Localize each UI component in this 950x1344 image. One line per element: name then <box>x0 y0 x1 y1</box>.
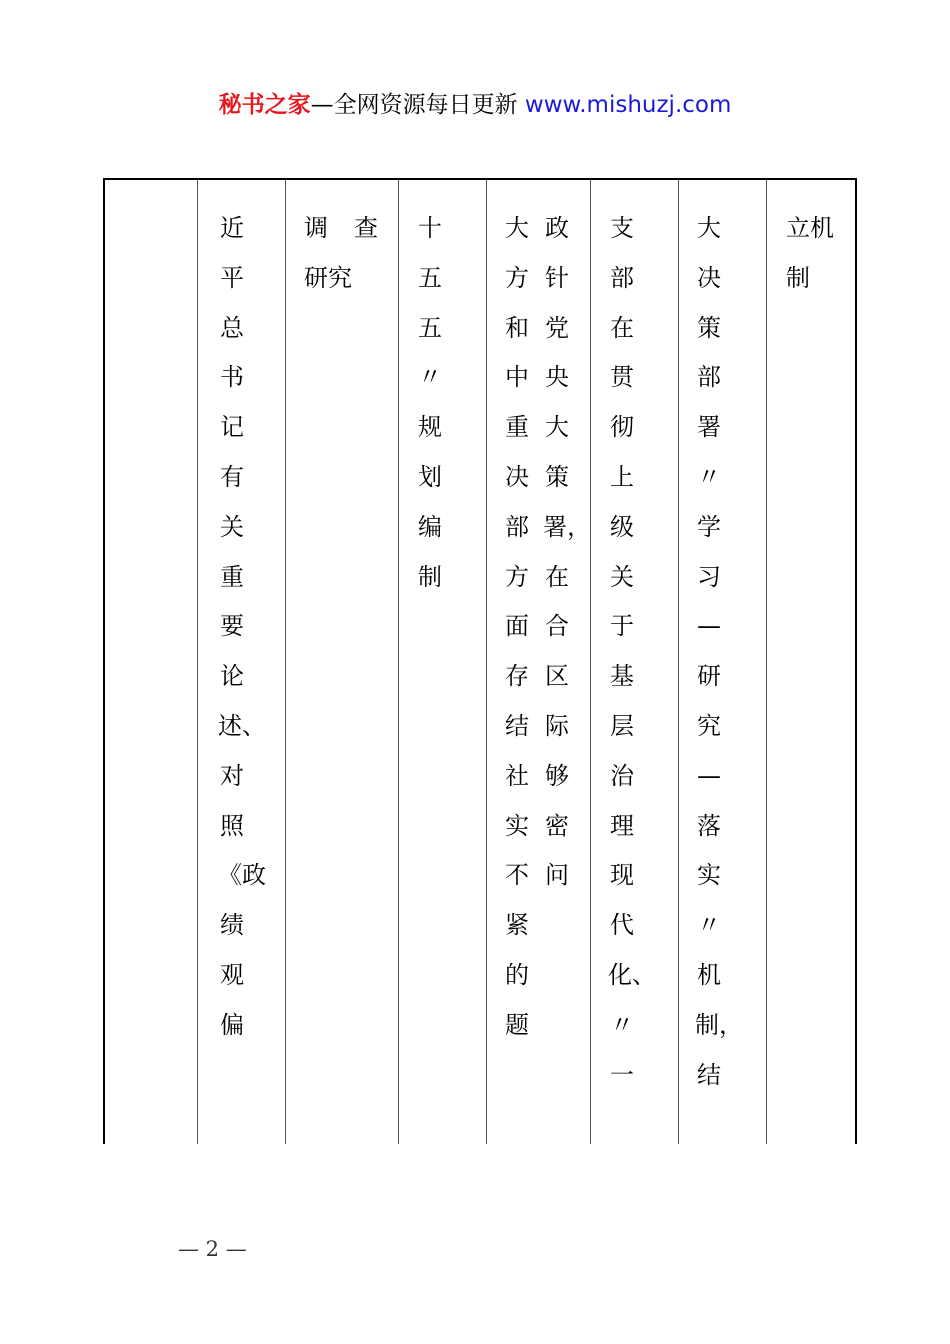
header-slogan: —全网资源每日更新 <box>310 92 518 118</box>
column-5-right-text: 政针党央大策署，在合区际够密问 <box>543 214 591 890</box>
table-column-1 <box>105 180 197 1144</box>
content-table <box>103 178 857 1144</box>
column-3-char-b: 查 <box>354 214 378 242</box>
table-column-8 <box>766 180 855 1144</box>
table-column-2 <box>197 180 285 1144</box>
table-column-5 <box>486 180 590 1144</box>
column-8-line-1: 立机 <box>786 214 834 242</box>
column-2-text: 近平总书记有关重要论述、对照《政绩观偏 <box>218 214 266 1039</box>
column-8-line-2: 制 <box>786 264 810 292</box>
brand-name: 秘书之家 <box>218 92 311 118</box>
site-header <box>0 88 950 122</box>
column-4-text: 十五五〃规划编制 <box>418 214 442 591</box>
column-7-text: 大决策部署〃学习—研究—落实〃机制，结 <box>695 214 743 1089</box>
column-3-char-a: 调 <box>304 214 328 242</box>
table-column-7 <box>678 180 766 1144</box>
column-6-text: 支部在贯彻上级关于基层治理现代化、〃一 <box>608 214 656 1089</box>
site-url-link[interactable]: www.mishuzj.com <box>524 92 732 118</box>
column-3-line-2: 研究 <box>304 264 352 292</box>
page-number: — 2 — <box>178 1237 247 1261</box>
table-column-4 <box>398 180 486 1144</box>
table-column-6 <box>590 180 678 1144</box>
column-5-left-text: 大方和中重决部方面存结社实不紧的题 <box>505 214 529 1039</box>
table-column-3 <box>285 180 398 1144</box>
